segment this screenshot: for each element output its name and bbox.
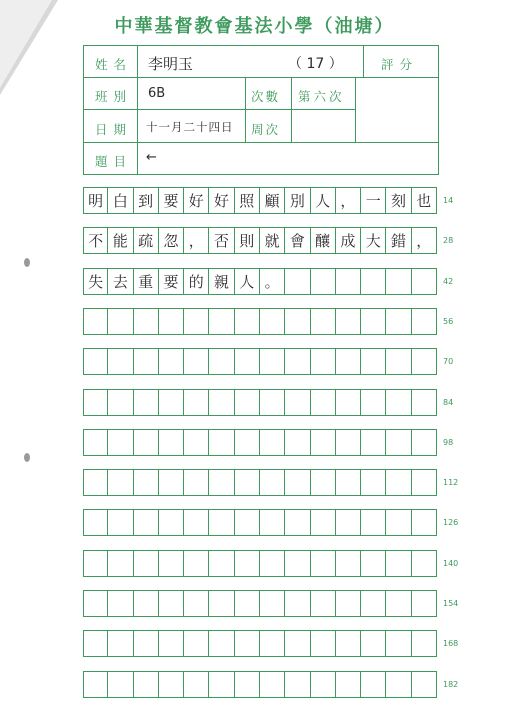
grid-cell	[386, 389, 411, 416]
grid-cell	[386, 348, 411, 375]
grid-cell	[235, 429, 260, 456]
week-value-cell	[291, 109, 356, 143]
grid-cell	[311, 590, 336, 617]
grid-cell	[285, 590, 310, 617]
grid-cell	[285, 671, 310, 698]
grid-cell	[159, 550, 184, 577]
grid-cell: 白	[108, 187, 133, 214]
grid-cell	[311, 469, 336, 496]
grid-cell	[108, 509, 133, 536]
grid-cell	[134, 550, 159, 577]
grid-cell	[159, 509, 184, 536]
date-label: 日期	[95, 122, 133, 137]
grid-cell	[209, 308, 234, 335]
grid-cell: 人	[311, 187, 336, 214]
grid-cell	[209, 469, 234, 496]
grid-cell	[134, 590, 159, 617]
grid-cell	[285, 389, 310, 416]
grid-cell	[235, 348, 260, 375]
grid-cell	[260, 429, 285, 456]
grid-row	[83, 630, 437, 657]
grid-cell	[336, 590, 361, 617]
grid-cell: 釀	[311, 227, 336, 254]
grid-cell	[386, 308, 411, 335]
grid-cell	[134, 308, 159, 335]
grid-cell	[159, 590, 184, 617]
grid-cell: 則	[235, 227, 260, 254]
grid-cell	[285, 308, 310, 335]
grid-cell	[159, 630, 184, 657]
topic-label: 題目	[95, 154, 133, 169]
grid-cell: 的	[184, 268, 209, 295]
grid-cell	[285, 509, 310, 536]
grid-row	[83, 469, 437, 496]
grid-cell	[311, 308, 336, 335]
grid-cell	[361, 268, 386, 295]
grid-cell	[311, 389, 336, 416]
grid-cell	[336, 389, 361, 416]
grid-cell: ，	[412, 227, 437, 254]
grid-cell	[361, 671, 386, 698]
grid-cell	[311, 630, 336, 657]
grid-cell	[159, 389, 184, 416]
grid-cell	[134, 429, 159, 456]
topic-value-cell	[137, 142, 439, 175]
grid-cell	[260, 671, 285, 698]
class-label: 班別	[95, 89, 133, 104]
grid-cell	[412, 389, 437, 416]
grid-cell	[134, 671, 159, 698]
grid-cell: 照	[235, 187, 260, 214]
grid-cell	[108, 429, 133, 456]
grid-cell	[209, 348, 234, 375]
grid-cell	[134, 348, 159, 375]
grid-row	[83, 308, 437, 335]
grid-cell	[336, 509, 361, 536]
times-value: 第六次	[298, 89, 345, 104]
grid-cell	[184, 308, 209, 335]
grid-cell	[386, 469, 411, 496]
punch-hole-top	[24, 258, 30, 267]
times-label: 次數	[251, 89, 281, 104]
grid-cell: 顧	[260, 187, 285, 214]
grid-cell	[235, 389, 260, 416]
school-title: 中華基督教會基法小學（油塘）	[114, 16, 395, 37]
row-count-label: 168	[443, 639, 459, 649]
grid-cell	[285, 429, 310, 456]
grid-cell	[184, 389, 209, 416]
grid-cell	[159, 429, 184, 456]
grid-cell	[336, 671, 361, 698]
week-label: 周次	[251, 122, 281, 137]
grid-cell	[361, 630, 386, 657]
grid-cell: ，	[184, 227, 209, 254]
grid-cell	[336, 550, 361, 577]
date-value-cell	[137, 109, 246, 143]
grid-cell	[336, 268, 361, 295]
grid-cell: 要	[159, 187, 184, 214]
grid-cell	[336, 469, 361, 496]
class-number: （ 17 ）	[288, 56, 343, 72]
grid-cell	[361, 389, 386, 416]
grid-cell	[361, 550, 386, 577]
grid-cell	[285, 469, 310, 496]
grid-cell: 別	[285, 187, 310, 214]
grid-cell: 失	[83, 268, 108, 295]
grid-cell	[412, 469, 437, 496]
grid-cell: 就	[260, 227, 285, 254]
student-name: 李明玉	[148, 55, 194, 73]
grid-cell	[134, 389, 159, 416]
punch-hole-bottom	[24, 453, 30, 462]
grid-cell	[412, 348, 437, 375]
grid-cell: 重	[134, 268, 159, 295]
grid-cell	[285, 268, 310, 295]
grid-cell	[412, 671, 437, 698]
class-value-cell	[137, 77, 246, 110]
grid-cell	[209, 630, 234, 657]
grid-cell	[386, 630, 411, 657]
grid-cell	[235, 509, 260, 536]
grid-cell	[412, 308, 437, 335]
class-value: 6B	[148, 86, 166, 101]
grid-cell	[184, 429, 209, 456]
grid-cell: 明	[83, 187, 108, 214]
grid-row	[83, 671, 437, 698]
score-label: 評分	[381, 57, 419, 72]
grid-cell	[83, 509, 108, 536]
grid-cell: 會	[285, 227, 310, 254]
row-count-label: 70	[443, 357, 454, 367]
grid-cell: 疏	[134, 227, 159, 254]
grid-cell	[108, 590, 133, 617]
grid-cell	[386, 429, 411, 456]
grid-cell	[412, 590, 437, 617]
grid-cell	[361, 348, 386, 375]
grid-cell: 一	[361, 187, 386, 214]
grid-cell	[83, 429, 108, 456]
grid-cell	[386, 509, 411, 536]
grid-cell	[412, 268, 437, 295]
grid-cell	[260, 308, 285, 335]
grid-cell: 忽	[159, 227, 184, 254]
grid-cell	[260, 630, 285, 657]
grid-cell	[361, 590, 386, 617]
grid-cell	[361, 429, 386, 456]
grid-cell	[134, 469, 159, 496]
grid-cell	[386, 671, 411, 698]
grid-cell	[108, 469, 133, 496]
grid-cell	[336, 429, 361, 456]
row-count-label: 182	[443, 679, 459, 689]
grid-cell	[184, 630, 209, 657]
class-label-cell	[83, 77, 138, 110]
grid-cell	[83, 469, 108, 496]
grid-cell	[311, 348, 336, 375]
grid-cell: 大	[361, 227, 386, 254]
row-count-label: 154	[443, 599, 459, 608]
grid-cell	[235, 630, 260, 657]
grid-cell	[108, 389, 133, 416]
grid-cell	[285, 630, 310, 657]
grid-cell: 刻	[386, 187, 411, 214]
grid-cell	[108, 550, 133, 577]
grid-cell	[260, 590, 285, 617]
grid-cell	[412, 630, 437, 657]
grid-cell: ，	[336, 187, 361, 214]
grid-cell	[336, 308, 361, 335]
grid-cell	[209, 671, 234, 698]
grid-row	[83, 389, 437, 416]
grid-cell	[361, 509, 386, 536]
grid-cell	[311, 509, 336, 536]
row-count-label: 98	[443, 437, 454, 447]
grid-cell: 人	[235, 268, 260, 295]
row-count-label: 126	[443, 518, 459, 528]
grid-cell	[184, 550, 209, 577]
grid-cell	[235, 469, 260, 496]
topic-value: ←	[146, 150, 157, 165]
grid-cell: 錯	[386, 227, 411, 254]
grid-cell: 能	[108, 227, 133, 254]
grid-cell	[83, 630, 108, 657]
grid-cell	[386, 268, 411, 295]
grid-cell	[184, 590, 209, 617]
grid-cell: 親	[209, 268, 234, 295]
grid-cell	[386, 590, 411, 617]
grid-cell	[386, 550, 411, 577]
info-table	[83, 45, 437, 175]
row-count-label: 56	[443, 316, 454, 326]
grid-cell	[260, 509, 285, 536]
grid-cell	[311, 550, 336, 577]
grid-cell	[311, 429, 336, 456]
grid-cell: 到	[134, 187, 159, 214]
grid-cell	[285, 348, 310, 375]
grid-cell	[209, 590, 234, 617]
row-count-label: 28	[443, 236, 454, 246]
grid-cell	[235, 550, 260, 577]
grid-cell: 好	[184, 187, 209, 214]
grid-cell: 要	[159, 268, 184, 295]
grid-cell: 去	[108, 268, 133, 295]
row-count-label: 112	[443, 478, 459, 488]
row-count-label: 14	[443, 196, 454, 205]
grid-cell	[83, 550, 108, 577]
grid-cell: 否	[209, 227, 234, 254]
grid-cell	[311, 268, 336, 295]
grid-cell	[108, 630, 133, 657]
grid-cell	[209, 509, 234, 536]
grid-row	[83, 590, 437, 617]
grid-cell	[412, 429, 437, 456]
grid-cell	[235, 308, 260, 335]
times-label-cell	[245, 77, 292, 110]
grid-cell	[159, 469, 184, 496]
grid-cell	[361, 469, 386, 496]
name-label: 姓名	[95, 57, 133, 72]
grid-cell	[235, 671, 260, 698]
grid-row	[83, 348, 437, 375]
grid-cell	[209, 429, 234, 456]
grid-cell	[83, 590, 108, 617]
grid-cell	[108, 348, 133, 375]
grid-cell	[134, 509, 159, 536]
topic-label-cell	[83, 142, 138, 175]
grid-cell	[184, 671, 209, 698]
grid-cell: 也	[412, 187, 437, 214]
grid-cell	[336, 348, 361, 375]
row-count-label: 140	[443, 558, 459, 568]
grid-cell	[260, 550, 285, 577]
grid-cell	[209, 389, 234, 416]
date-value: 十一月二十四日	[146, 120, 234, 134]
name-label-cell	[83, 45, 138, 78]
grid-cell	[260, 469, 285, 496]
score-value-cell	[355, 77, 439, 143]
grid-cell	[285, 550, 310, 577]
grid-cell	[83, 389, 108, 416]
grid-cell	[361, 308, 386, 335]
grid-cell	[159, 671, 184, 698]
grid-cell	[108, 308, 133, 335]
grid-cell: 不	[83, 227, 108, 254]
grid-cell	[184, 348, 209, 375]
grid-cell	[209, 550, 234, 577]
grid-cell	[260, 348, 285, 375]
grid-cell	[159, 348, 184, 375]
row-count-label: 84	[443, 397, 454, 407]
grid-cell	[235, 590, 260, 617]
grid-cell	[336, 630, 361, 657]
grid-cell	[311, 671, 336, 698]
week-label-cell	[245, 109, 292, 143]
grid-row	[83, 429, 437, 456]
grid-cell	[184, 509, 209, 536]
grid-cell	[184, 469, 209, 496]
grid-row	[83, 187, 437, 214]
grid-row	[83, 509, 437, 536]
grid-row	[83, 227, 437, 254]
times-value-cell	[291, 77, 356, 110]
grid-cell	[159, 308, 184, 335]
grid-cell	[260, 389, 285, 416]
grid-cell	[134, 630, 159, 657]
grid-cell	[412, 509, 437, 536]
grid-cell	[412, 550, 437, 577]
date-label-cell	[83, 109, 138, 143]
grid-cell: 成	[336, 227, 361, 254]
grid-cell	[83, 671, 108, 698]
grid-cell	[83, 308, 108, 335]
grid-cell: 。	[260, 268, 285, 295]
score-label-cell	[363, 45, 439, 78]
grid-cell	[108, 671, 133, 698]
row-count-label: 42	[443, 276, 454, 286]
grid-row	[83, 268, 437, 295]
grid-cell	[83, 348, 108, 375]
grid-cell: 好	[209, 187, 234, 214]
grid-row	[83, 550, 437, 577]
